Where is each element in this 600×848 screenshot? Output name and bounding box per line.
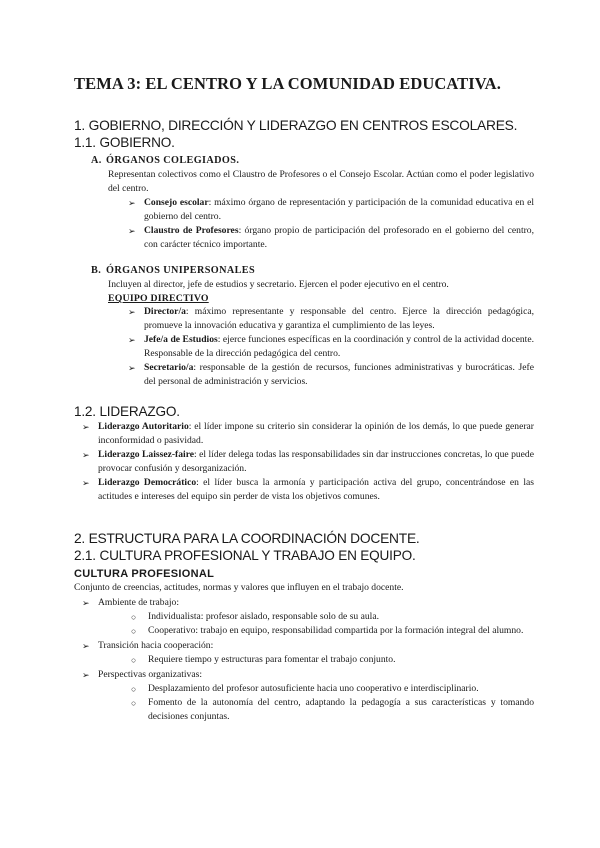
item-description: : órgano propio de participación del profesorado en el gobierno del centro, con carácter técnico importante. xyxy=(144,225,535,250)
item-term: Jefe/a de Estudios xyxy=(144,334,218,345)
arrow-bullet-icon: ➢ xyxy=(128,307,136,317)
arrow-bullet-icon: ➢ xyxy=(128,198,136,208)
arrow-bullet-icon: ➢ xyxy=(82,641,90,651)
item-term: Liderazgo Democrático xyxy=(98,477,197,488)
sub-list-item xyxy=(98,682,534,696)
sub-list-item xyxy=(98,610,534,624)
arrow-bullet-icon: ➢ xyxy=(82,422,90,432)
sub-list xyxy=(98,682,534,724)
sub-item-text: Fomento de la autonomía del centro, adaptando la pedagogía a sus características y tomando decisiones conjuntas. xyxy=(148,697,534,722)
list-item xyxy=(74,361,534,389)
item-term: Secretario/a xyxy=(144,362,194,373)
circle-bullet-icon: ○ xyxy=(131,698,137,708)
arrow-bullet-icon: ➢ xyxy=(128,335,136,345)
item-description: : máximo órgano de representación y participación de la comunidad educativa en el gobierno del centro. xyxy=(144,197,534,222)
section-1-heading: 1. GOBIERNO, DIRECCIÓN Y LIDERAZGO EN CENTROS ESCOLARES. xyxy=(74,118,518,133)
list-item xyxy=(74,476,534,504)
subheading-label: ÓRGANOS COLEGIADOS. xyxy=(106,155,240,166)
list-item xyxy=(74,596,534,638)
list-item xyxy=(74,668,534,724)
sub-item-text: Individualista: profesor aislado, responsable solo de su aula. xyxy=(148,611,379,622)
subheading-label: ÓRGANOS UNIPERSONALES xyxy=(106,265,256,276)
item-term: Consejo escolar xyxy=(144,197,209,208)
sub-list-item xyxy=(98,653,534,667)
document-page xyxy=(74,70,534,725)
list-item xyxy=(74,196,534,224)
group-label: Transición hacia cooperación: xyxy=(98,640,214,651)
cultura-profesional-list xyxy=(74,596,534,724)
sub-item-text: Desplazamiento del profesor autosuficiente hacia uno cooperativo e interdisciplinario. xyxy=(148,683,479,694)
arrow-bullet-icon: ➢ xyxy=(128,363,136,373)
sub-list-item xyxy=(98,624,534,638)
organos-colegiados-text: Representan colectivos como el Claustro de Profesores o el Consejo Escolar. Actúan como el poder legislativo del centro. xyxy=(108,169,534,194)
list-item xyxy=(74,420,534,448)
organos-unipersonales-heading xyxy=(91,264,534,278)
section-2-heading: 2. ESTRUCTURA PARA LA COORDINACIÓN DOCENTE. xyxy=(74,531,420,546)
equipo-directivo-list xyxy=(74,305,534,389)
section-1-1-heading: 1.1. GOBIERNO. xyxy=(74,135,175,150)
list-item xyxy=(74,333,534,361)
organos-colegiados-heading xyxy=(91,154,534,168)
list-item xyxy=(74,448,534,476)
list-item xyxy=(74,224,534,252)
organos-colegiados-list xyxy=(74,196,534,252)
circle-bullet-icon: ○ xyxy=(131,626,137,636)
organos-unipersonales-text: Incluyen al director, jefe de estudios y secretario. Ejercen el poder ejecutivo en el centro. xyxy=(108,279,449,290)
group-label: Ambiente de trabajo: xyxy=(98,597,179,608)
item-term: Director/a xyxy=(144,306,186,317)
cultura-profesional-text: Conjunto de creencias, actitudes, normas y valores que influyen en el trabajo docente. xyxy=(74,582,404,593)
item-term: Liderazgo Laissez-faire xyxy=(98,449,195,460)
sub-list xyxy=(98,653,534,667)
list-letter: B. xyxy=(91,265,102,276)
arrow-bullet-icon: ➢ xyxy=(82,598,90,608)
item-description: : máximo representante y responsable del centro. Ejerce la dirección pedagógica, promueve la innovación educativa y garantiza el cumplimiento de las leyes. xyxy=(144,306,534,331)
arrow-bullet-icon: ➢ xyxy=(128,226,136,236)
circle-bullet-icon: ○ xyxy=(131,684,137,694)
group-label: Perspectivas organizativas: xyxy=(98,669,202,680)
circle-bullet-icon: ○ xyxy=(131,655,137,665)
arrow-bullet-icon: ➢ xyxy=(82,478,90,488)
cultura-profesional-label: CULTURA PROFESIONAL xyxy=(74,568,215,580)
item-term: Liderazgo Autoritario xyxy=(98,421,189,432)
item-description: : el líder busca la armonía y participación activa del grupo, concentrándose en las actitudes e intereses del equipo sin perder de vista los objetivos comunes. xyxy=(98,477,534,502)
circle-bullet-icon: ○ xyxy=(131,612,137,622)
section-2-1-heading: 2.1. CULTURA PROFESIONAL Y TRABAJO EN EQUIPO. xyxy=(74,548,416,563)
list-item xyxy=(74,305,534,333)
item-description: : el líder impone su criterio sin considerar la opinión de los demás, lo que puede generar inconformidad o pasividad. xyxy=(98,421,535,446)
sub-item-text: Cooperativo: trabajo en equipo, responsabilidad compartida por la formación integral del alumno. xyxy=(148,625,524,636)
list-item xyxy=(74,639,534,667)
sub-list xyxy=(98,610,534,638)
arrow-bullet-icon: ➢ xyxy=(82,670,90,680)
sub-list-item xyxy=(98,696,534,724)
equipo-directivo-heading: EQUIPO DIRECTIVO xyxy=(108,293,209,304)
item-term: Claustro de Profesores xyxy=(144,225,239,236)
item-description: : responsable de la gestión de recursos, funciones administrativas y burocráticas. Jefe del personal de administración y servicios. xyxy=(144,362,534,387)
item-description: : el líder delega todas las responsabilidades sin dar instrucciones concretas, lo que puede provocar confusión y desorganización. xyxy=(98,449,534,474)
document-title: TEMA 3: EL CENTRO Y LA COMUNIDAD EDUCATIVA. xyxy=(74,74,501,93)
sub-item-text: Requiere tiempo y estructuras para fomentar el trabajo conjunto. xyxy=(148,654,396,665)
section-1-2-heading: 1.2. LIDERAZGO. xyxy=(74,404,180,419)
liderazgo-list xyxy=(74,420,534,504)
list-letter: A. xyxy=(91,155,102,166)
item-description: : ejerce funciones específicas en la coordinación y control de la actividad docente. Responsable de la dirección pedagógica del centro. xyxy=(144,334,534,359)
arrow-bullet-icon: ➢ xyxy=(82,450,90,460)
